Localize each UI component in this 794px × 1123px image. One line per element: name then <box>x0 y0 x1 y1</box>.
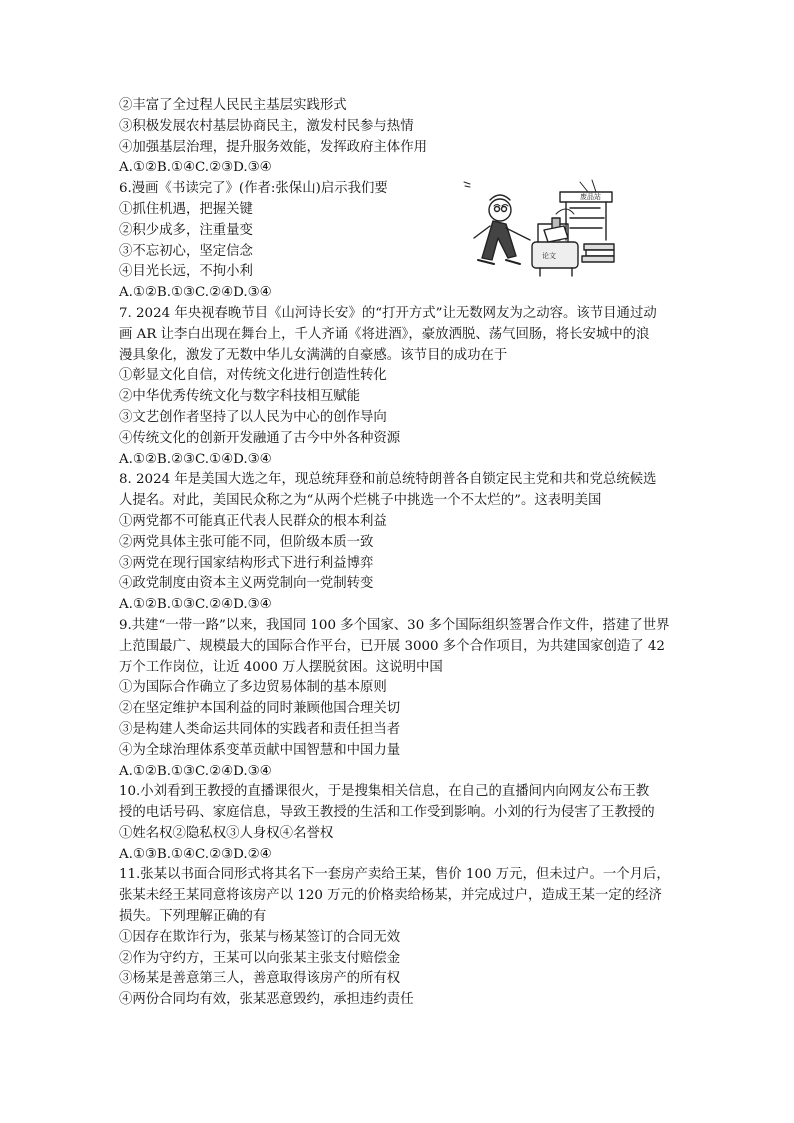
option-line: ③杨某是善意第三人，善意取得该房产的所有权 <box>119 971 401 987</box>
question-10-stem: 10.小刘看到王教授的直播课很火，于是搜集相关信息，在自己的直播间内向网友公布王教 <box>119 784 650 800</box>
option-line: ④目光长远，不拘小利 <box>119 264 253 280</box>
option-line: ①因存在欺诈行为，张某与杨某签订的合同无效 <box>119 929 401 945</box>
question-8-stem: 人提名。对此，美国民众称之为“从两个烂桃子中挑选一个不太烂的”。这表明美国 <box>119 493 602 509</box>
option-line: ④为全球治理体系变革贡献中国智慧和中国力量 <box>119 742 401 758</box>
option-line: ②丰富了全过程人民民主基层实践形式 <box>119 98 347 113</box>
option-line: ④政党制度由资本主义两党制向一党制转变 <box>119 576 374 592</box>
option-line: ②在坚定维护本国利益的同时兼顾他国合理关切 <box>119 701 401 717</box>
question-7-stem: 画 AR 让李白出现在舞台上，千人齐诵《将进酒》，豪放洒脱、荡气回肠，将长安城中的浪 <box>119 326 650 342</box>
question-7-stem: 漫具象化，激发了无数中华儿女满满的自豪感。该节目的成功在于 <box>119 347 508 363</box>
option-line: ②积少成多，注重量变 <box>119 222 253 238</box>
option-line: ③不忘初心，坚定信念 <box>119 243 253 259</box>
cartoon-illustration <box>460 178 620 283</box>
answer-choices: A.①②B.①④C.②③D.③④ <box>119 160 272 176</box>
cartoon-sign-label: 废品站 <box>580 193 601 201</box>
question-11-stem: 张某未经王某同意将该房产以 120 万元的价格卖给杨某，并完成过户，造成王某一定的经济 <box>119 888 662 904</box>
answer-choices: A.①②B.①③C.②④D.③④ <box>119 285 272 301</box>
question-10-stem: 授的电话号码、家庭信息，导致王教授的生活和工作受到影响。小刘的行为侵害了王教授的 <box>119 805 655 821</box>
answer-choices: A.①②B.①③C.②④D.③④ <box>119 597 272 613</box>
question-9-stem: 上范围最广、规模最大的国际合作平台，已开展 3000 多个合作项目，为共建国家创造了 42 <box>119 638 665 654</box>
option-line: ①为国际合作确立了多边贸易体制的基本原则 <box>119 680 387 696</box>
question-6-stem: 6.漫画《书读完了》(作者:张保山)启示我们要 <box>119 181 388 197</box>
question-9-stem: 万个工作岗位，让近 4000 万人摆脱贫困。这说明中国 <box>119 659 443 675</box>
option-line: ②作为守约方，王某可以向张某主张支付赔偿金 <box>119 950 401 966</box>
question-8-stem: 8. 2024 年是美国大选之年，现总统拜登和前总统特朗普各自锁定民主党和共和党总统候选 <box>119 472 657 488</box>
option-line: ③两党在现行国家结构形式下进行利益博弈 <box>119 555 374 571</box>
option-line: ①抓住机遇，把握关键 <box>119 201 253 217</box>
option-line: ②中华优秀传统文化与数字科技相互赋能 <box>119 389 361 405</box>
option-line: ④传统文化的创新开发融通了古今中外各种资源 <box>119 430 401 446</box>
answer-choices: A.①②B.①③C.②④D.③④ <box>119 763 272 779</box>
option-line: ①彰显文化自信，对传统文化进行创造性转化 <box>119 368 387 384</box>
question-7-stem: 7. 2024 年央视春晚节目《山河诗长安》的“打开方式”让无数网友为之动容。该节目通过动 <box>119 305 657 321</box>
option-line: ④加强基层治理，提升服务效能，发挥政府主体作用 <box>119 139 427 155</box>
question-11-stem: 损失。下列理解正确的有 <box>119 909 267 925</box>
option-line: ④两份合同均有效，张某恶意毁约，承担违约责任 <box>119 992 414 1008</box>
option-line: ③积极发展农村基层协商民主，激发村民参与热情 <box>119 118 414 134</box>
answer-choices: A.①②B.②③C.①④D.③④ <box>119 451 272 467</box>
option-line: ①姓名权②隐私权③人身权④名誉权 <box>119 825 334 841</box>
option-line: ③文艺创作者坚持了以人民为中心的创作导向 <box>119 409 387 425</box>
answer-choices: A.①③B.①④C.②③D.②④ <box>119 846 272 862</box>
question-11-stem: 11.张某以书面合同形式将其名下一套房产卖给王某，售价 100 万元，但未过户。一个月后， <box>119 867 670 883</box>
option-line: ①两党都不可能真正代表人民群众的根本利益 <box>119 513 387 529</box>
question-9-stem: 9.共建“一带一路”以来，我国同 100 多个国家、30 多个国际组织签署合作文件，搭建了世界 <box>119 617 670 633</box>
cartoon-book-label: 论文 <box>542 252 556 260</box>
option-line: ③是构建人类命运共同体的实践者和责任担当者 <box>119 721 401 737</box>
option-line: ②两党具体主张可能不同，但阶级本质一致 <box>119 534 374 550</box>
